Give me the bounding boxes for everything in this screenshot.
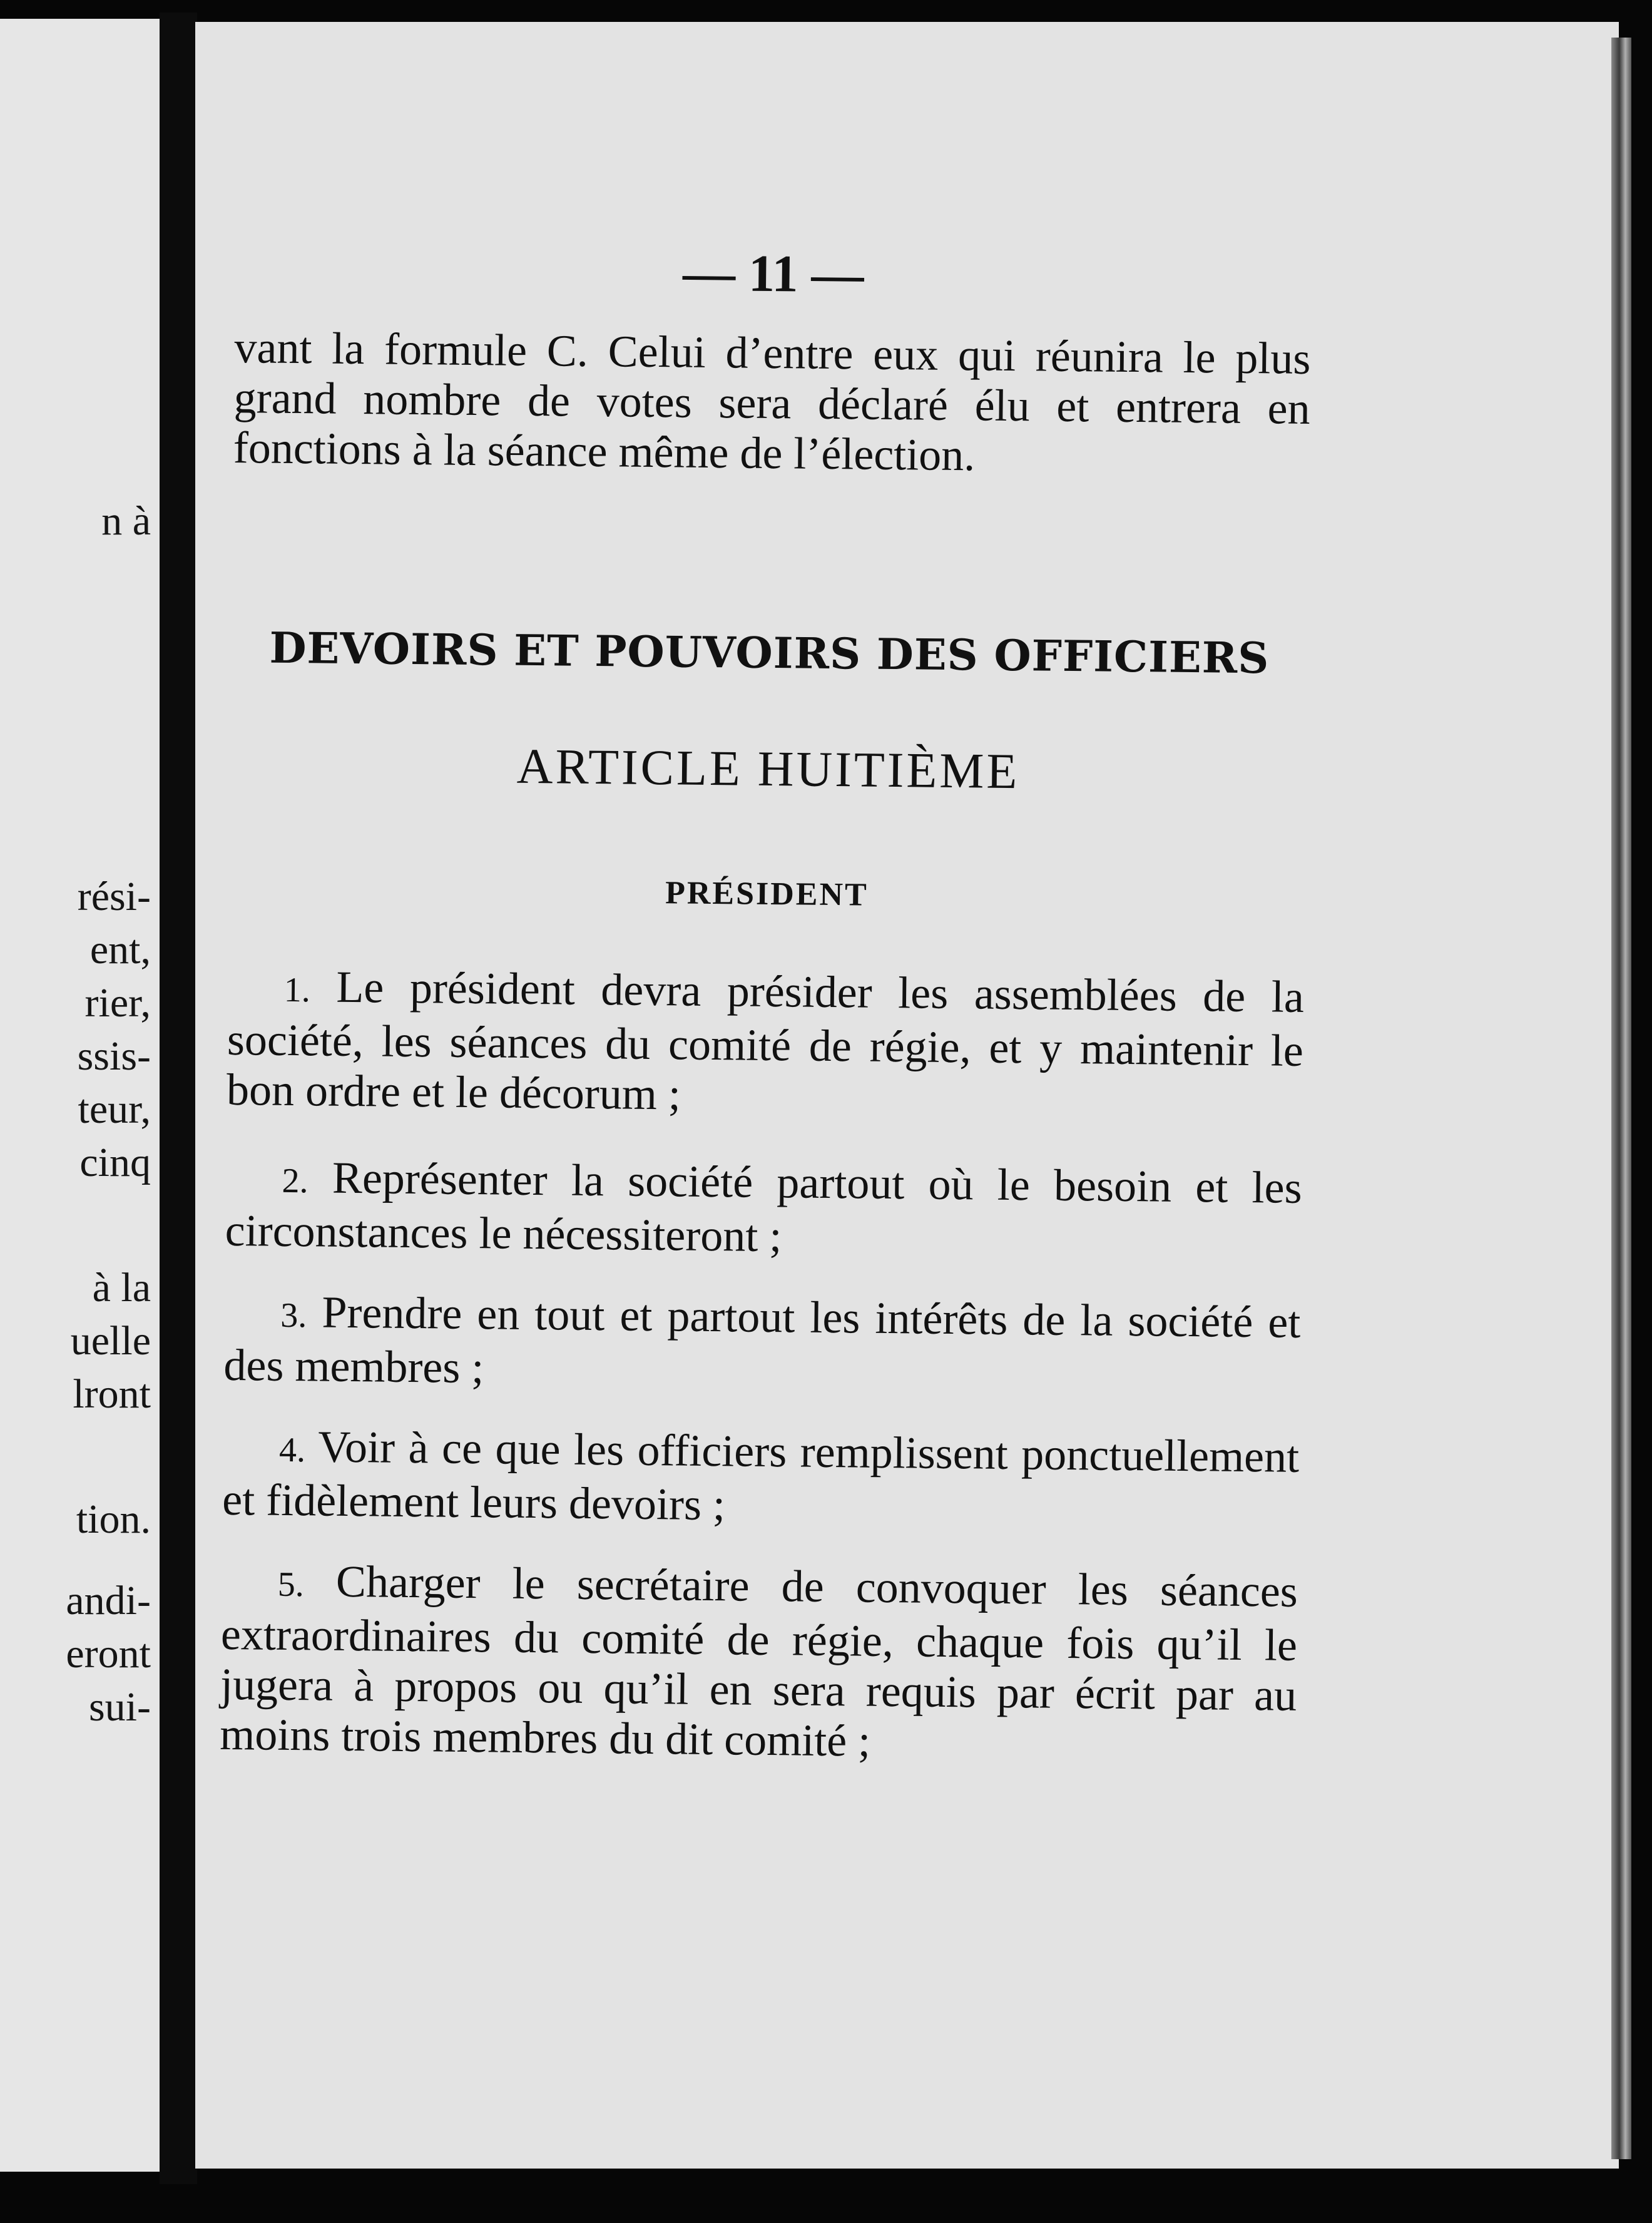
left-page-line: tion. [76,1496,151,1542]
item-text: Prendre en tout et partout les intérêts de la société et des membres ; [223,1287,1301,1393]
left-page-line: ssis- [77,1033,151,1079]
page-edge-shadow [1611,38,1631,2159]
list-item [225,1152,1302,1267]
right-page-text-block [219,22,1314,1766]
book-spine [160,13,197,2184]
left-page-line: rési- [77,874,151,919]
item-text: Charger le secrétaire de convoquer les séances extraordinaires du comité de régie, chaque fois qu’il le jugera à propos ou qu’il en sera requis par écrit par au moins trois membres du dit comité ; [219,1556,1298,1766]
left-page-line: ent, [89,927,151,973]
article-title: ARTICLE HUITIÈME [516,738,1020,800]
right-page [195,22,1619,2169]
left-page-line: à la [92,1265,151,1311]
item-text: Le président devra présider les assemblées de la société, les séances du comité de régie, et y maintenir le bon ordre et le décorum ; [226,961,1305,1120]
left-page-line: lront [73,1371,151,1417]
left-page-line: cinq [79,1140,151,1185]
section-title: DEVOIRS ET POUVOIRS DES OFFICIERS [269,623,1270,684]
left-page-line: andi- [66,1578,151,1623]
item-text: Représenter la société partout où le besoin et les circonstances le nécessiteront ; [225,1152,1303,1262]
left-page-line: uelle [70,1318,151,1364]
left-page-line: teur, [78,1086,151,1132]
item-number: 3. [280,1295,307,1336]
left-page-line: rier, [84,980,151,1026]
intro-paragraph: vant la formule C. Celui d’entre eux qui réunira le plus grand nombre de votes sera déclaré élu et entrera en fonctions à la séance même de l’élection. [233,322,1311,481]
left-page-fragment [0,19,160,2172]
item-number: 2. [282,1161,308,1201]
left-page-line: n à [101,498,151,544]
item-text: Voir à ce que les officiers remplissent ponctuellement et fidèlement leurs devoirs ; [222,1421,1300,1530]
page-number: — 11 — [682,243,864,304]
list-item [223,1286,1301,1401]
list-item [222,1421,1300,1536]
item-number: 5. [277,1565,305,1605]
left-page-line: eront [66,1631,151,1677]
subsection-title: PRÉSIDENT [665,875,869,913]
item-number: 1. [283,970,311,1010]
list-item [227,961,1304,1126]
list-item [220,1555,1298,1771]
item-number: 4. [278,1430,306,1470]
left-page-line: sui- [89,1684,151,1730]
